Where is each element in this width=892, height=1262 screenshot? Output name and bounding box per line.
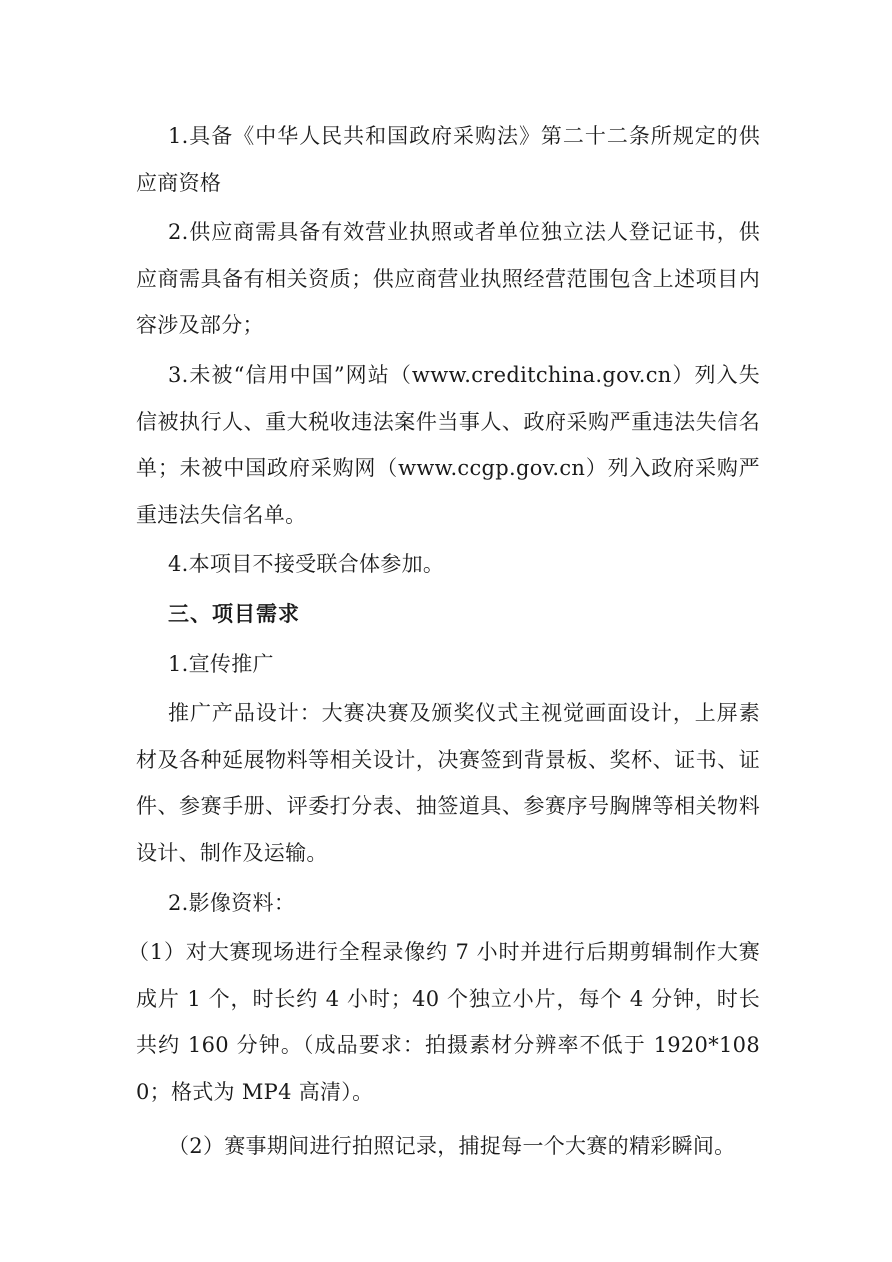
requirement-3-paragraph: 3.未被“信用中国”网站（www.creditchina.gov.cn）列入失信被执行人、重大税收违法案件当事人、政府采购严重违法失信名单；未被中国政府采购网（www.ccgp.gov.cn）列入政府采购严重违法失信名单。 bbox=[136, 362, 760, 527]
section-heading: 三、项目需求 bbox=[168, 601, 300, 626]
requirement-2-paragraph: 2.供应商需具备有效营业执照或者单位独立法人登记证书，供应商需具备有相关资质；供应商营业执照经营范围包含上述项目内容涉及部分； bbox=[136, 220, 760, 338]
requirement-4-paragraph: 4.本项目不接受联合体参加。 bbox=[168, 552, 445, 577]
document-page bbox=[128, 113, 760, 1170]
promotion-title: 1.宣传推广 bbox=[168, 651, 274, 676]
media-item-2-paragraph: （2）赛事期间进行拍照记录，捕捉每一个大赛的精彩瞬间。 bbox=[168, 1134, 736, 1159]
requirement-1-paragraph: 1.具备《中华人民共和国政府采购法》第二十二条所规定的供应商资格 bbox=[136, 124, 760, 195]
promotion-body-paragraph: 推广产品设计：大赛决赛及颁奖仪式主视觉画面设计，上屏素材及各种延展物料等相关设计，决赛签到背景板、奖杯、证书、证件、参赛手册、评委打分表、抽签道具、参赛序号胸牌等相关物料设计、制作及运输。 bbox=[136, 701, 760, 865]
media-item-1-paragraph: （1）对大赛现场进行全程录像约 7 小时并进行后期剪辑制作大赛成片 1 个，时长约 4 小时；40 个独立小片，每个 4 分钟，时长共约 160 分钟。（成品要求：拍摄素材分辨率不低于 1920*1080；格式为 MP4 高清）。 bbox=[128, 940, 760, 1104]
media-materials-title: 2.影像资料： bbox=[168, 890, 296, 915]
